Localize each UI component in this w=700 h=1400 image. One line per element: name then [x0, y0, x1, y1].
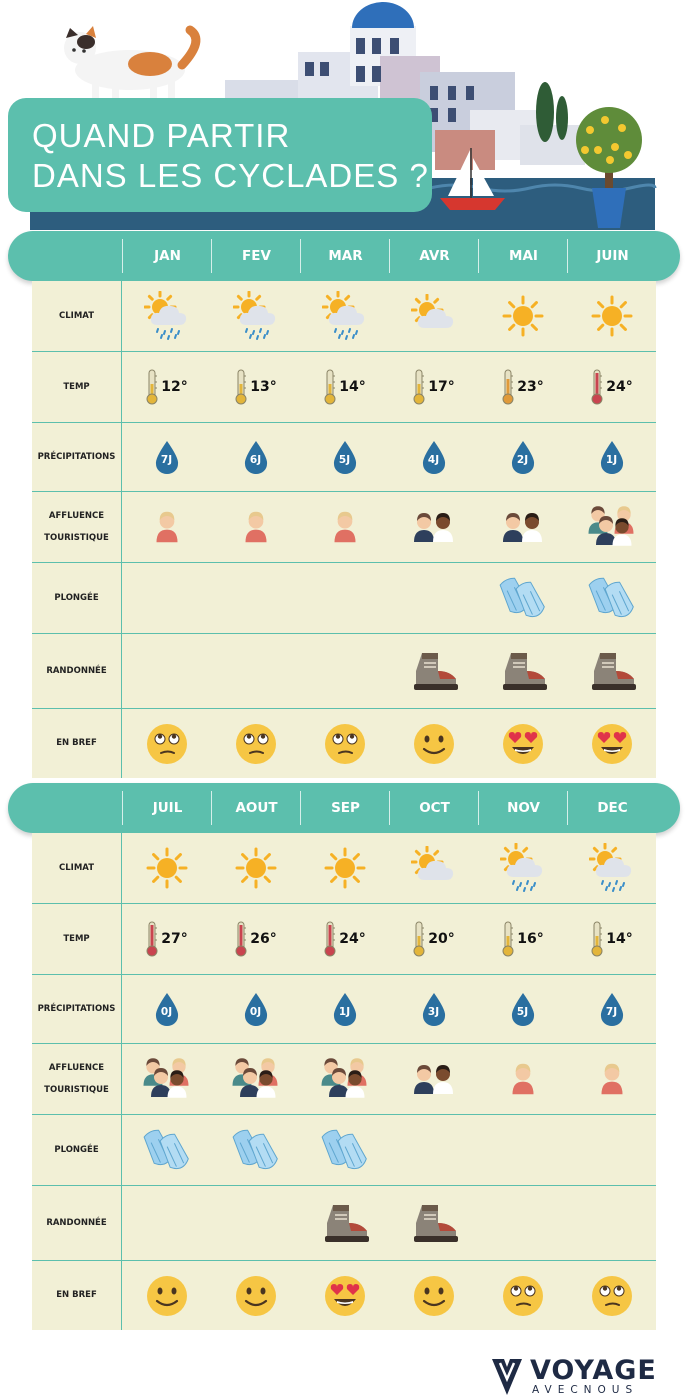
month-label: JUIL: [122, 791, 212, 825]
cell-affluence: [122, 492, 211, 562]
cell-rando: [389, 1186, 478, 1260]
row-label-part: AFFLUENCE: [48, 510, 105, 521]
hiking-boot-icon: [408, 649, 460, 693]
thermometer-icon: [234, 920, 248, 958]
month-label: MAR: [300, 239, 390, 273]
cell-plongee: [122, 1115, 211, 1185]
raindrop-icon: [421, 440, 447, 474]
cell-bref: [122, 709, 211, 778]
month-label: JUIN: [567, 239, 657, 273]
cell-rando: [567, 634, 656, 708]
climate-grid: [32, 833, 656, 1330]
cell-temp: [211, 352, 300, 422]
climate-grid: [32, 281, 656, 778]
cell-affluence: [300, 492, 389, 562]
cell-rando: [122, 1186, 211, 1260]
logo-mark-icon: [490, 1357, 524, 1397]
eye-roll-face-icon: [501, 1274, 545, 1318]
cell-temp: [567, 352, 656, 422]
sun-cloud-icon: [411, 294, 457, 338]
cell-bref: [478, 709, 567, 778]
thermometer-icon: [501, 920, 515, 958]
diving-fins-icon: [230, 1126, 282, 1174]
cell-precip: [567, 975, 656, 1043]
hiking-boot-icon: [408, 1201, 460, 1245]
cell-precip: [122, 423, 211, 491]
heart-eyes-face-icon: [501, 722, 545, 766]
smiling-face-icon: [145, 1274, 189, 1318]
cell-plongee: [389, 1115, 478, 1185]
cell-temp: [122, 352, 211, 422]
row-bref: [32, 1261, 656, 1330]
month-label: NOV: [478, 791, 568, 825]
heart-eyes-face-icon: [323, 1274, 367, 1318]
sun-icon: [501, 294, 545, 338]
cell-climat: [478, 281, 567, 351]
temperature: [234, 920, 276, 958]
cell-temp: [211, 904, 300, 974]
row-plongee: [32, 563, 656, 634]
rain-days-value: 5J: [516, 1006, 529, 1018]
row-label-part: TOURISTIQUE: [44, 532, 109, 543]
cell-rando: [211, 634, 300, 708]
title-line-1: QUAND PARTIR: [32, 117, 291, 154]
temperature: [501, 920, 543, 958]
month-label: AVR: [389, 239, 479, 273]
cell-affluence: [389, 1044, 478, 1114]
cell-precip: [122, 975, 211, 1043]
rain-days-value: 4J: [427, 454, 440, 466]
thermometer-icon: [323, 368, 337, 406]
raindrop-icon: [154, 992, 180, 1026]
cell-affluence: [567, 1044, 656, 1114]
cell-plongee: [478, 563, 567, 633]
cell-affluence: [300, 1044, 389, 1114]
row-label: TEMP: [32, 352, 122, 422]
tourist-crowd-icon: [141, 1056, 193, 1102]
row-label: TEMP: [32, 904, 122, 974]
rain-days-value: 0J: [249, 1006, 262, 1018]
cell-rando: [300, 634, 389, 708]
diving-fins-icon: [141, 1126, 193, 1174]
raindrop-icon: [243, 440, 269, 474]
tourist-single-icon: [323, 507, 367, 547]
temperature: [412, 920, 454, 958]
cell-bref: [478, 1261, 567, 1330]
thermometer-icon: [234, 368, 248, 406]
temperature-value: 14°: [606, 931, 633, 947]
raindrop-icon: [599, 440, 625, 474]
title-box: [8, 98, 432, 212]
cell-affluence: [211, 492, 300, 562]
smiling-face-icon: [234, 1274, 278, 1318]
row-rando: [32, 1186, 656, 1261]
cell-temp: [300, 904, 389, 974]
eye-roll-face-icon: [590, 1274, 634, 1318]
cell-temp: [122, 904, 211, 974]
eye-roll-face-icon: [145, 722, 189, 766]
cat-illustration: [64, 26, 196, 102]
cell-affluence: [211, 1044, 300, 1114]
rain-days-value: 7J: [605, 1006, 618, 1018]
temperature-value: 16°: [517, 931, 544, 947]
hiking-boot-icon: [497, 649, 549, 693]
sun-cloud-icon: [411, 846, 457, 890]
row-rando: [32, 634, 656, 709]
cell-plongee: [567, 563, 656, 633]
hiking-boot-icon: [586, 649, 638, 693]
row-temp: [32, 904, 656, 975]
raindrop-icon: [510, 992, 536, 1026]
row-bref: [32, 709, 656, 778]
row-affluence: [32, 1044, 656, 1115]
cell-affluence: [478, 492, 567, 562]
logo-word: VOYAGE: [530, 1355, 657, 1386]
row-temp: [32, 352, 656, 423]
rain-days-value: 0J: [160, 1006, 173, 1018]
cell-rando: [478, 1186, 567, 1260]
thermometer-icon: [590, 368, 604, 406]
cell-plongee: [122, 563, 211, 633]
cell-affluence: [389, 492, 478, 562]
cell-precip: [300, 975, 389, 1043]
raindrop-icon: [332, 992, 358, 1026]
temperature-value: 27°: [161, 931, 188, 947]
header-illustration: [0, 0, 700, 235]
rain-days-value: 2J: [516, 454, 529, 466]
thermometer-icon: [145, 368, 159, 406]
cell-rando: [122, 634, 211, 708]
cell-plongee: [211, 1115, 300, 1185]
month-label: OCT: [389, 791, 479, 825]
rain-days-value: 5J: [338, 454, 351, 466]
cell-temp: [478, 352, 567, 422]
thermometer-icon: [145, 920, 159, 958]
tourist-single-icon: [234, 507, 278, 547]
eye-roll-face-icon: [234, 722, 278, 766]
temperature: [145, 368, 187, 406]
cell-plongee: [389, 563, 478, 633]
cell-bref: [300, 709, 389, 778]
temperature-value: 12°: [161, 379, 188, 395]
row-plongee: [32, 1115, 656, 1186]
cell-rando: [389, 634, 478, 708]
cell-rando: [478, 634, 567, 708]
hiking-boot-icon: [319, 1201, 371, 1245]
temperature: [323, 368, 365, 406]
temperature-value: 24°: [606, 379, 633, 395]
temperature: [145, 920, 187, 958]
cell-bref: [567, 1261, 656, 1330]
month-header-bar: [8, 231, 680, 281]
sun-icon: [145, 846, 189, 890]
cell-plongee: [300, 1115, 389, 1185]
sun-cloud-rain-icon: [144, 291, 190, 341]
diving-fins-icon: [319, 1126, 371, 1174]
cell-climat: [389, 281, 478, 351]
diving-fins-icon: [497, 574, 549, 622]
sun-icon: [234, 846, 278, 890]
month-label: SEP: [300, 791, 390, 825]
row-label: RANDONNÉE: [32, 1186, 122, 1260]
cell-precip: [389, 423, 478, 491]
temperature: [234, 368, 276, 406]
tourist-single-icon: [590, 1059, 634, 1099]
row-label: [32, 1044, 122, 1114]
row-label-part: TOURISTIQUE: [44, 1084, 109, 1095]
cell-bref: [211, 709, 300, 778]
voyage-avecnous-logo: [490, 1355, 670, 1397]
temperature-value: 17°: [428, 379, 455, 395]
blue-dome: [352, 2, 414, 28]
temperature-value: 24°: [339, 931, 366, 947]
thermometer-icon: [412, 368, 426, 406]
tourist-pair-icon: [410, 506, 458, 548]
cell-temp: [389, 904, 478, 974]
temperature-value: 14°: [339, 379, 366, 395]
row-precip: [32, 975, 656, 1044]
cell-bref: [389, 709, 478, 778]
tourist-crowd-icon: [319, 1056, 371, 1102]
row-label: EN BREF: [32, 709, 122, 778]
row-label: PRÉCIPITATIONS: [32, 975, 122, 1043]
raindrop-icon: [243, 992, 269, 1026]
raindrop-icon: [154, 440, 180, 474]
cell-precip: [478, 423, 567, 491]
row-climat: [32, 281, 656, 352]
smiling-face-icon: [412, 722, 456, 766]
month-label: FEV: [211, 239, 301, 273]
cell-climat: [567, 833, 656, 903]
cell-climat: [122, 833, 211, 903]
cell-rando: [300, 1186, 389, 1260]
cell-precip: [211, 975, 300, 1043]
cell-affluence: [122, 1044, 211, 1114]
cell-bref: [122, 1261, 211, 1330]
cell-temp: [389, 352, 478, 422]
temperature: [412, 368, 454, 406]
temperature: [323, 920, 365, 958]
cell-climat: [478, 833, 567, 903]
cell-plongee: [478, 1115, 567, 1185]
sun-cloud-rain-icon: [500, 843, 546, 893]
row-label: EN BREF: [32, 1261, 122, 1330]
tourist-pair-icon: [499, 506, 547, 548]
cell-precip: [567, 423, 656, 491]
cell-climat: [300, 281, 389, 351]
temperature: [590, 368, 632, 406]
cell-climat: [300, 833, 389, 903]
cell-bref: [389, 1261, 478, 1330]
cell-climat: [122, 281, 211, 351]
tourist-single-icon: [145, 507, 189, 547]
smiling-face-icon: [412, 1274, 456, 1318]
temperature: [501, 368, 543, 406]
row-label: CLIMAT: [32, 833, 122, 903]
diving-fins-icon: [586, 574, 638, 622]
cell-precip: [300, 423, 389, 491]
month-label: JAN: [122, 239, 212, 273]
raindrop-icon: [599, 992, 625, 1026]
row-label: RANDONNÉE: [32, 634, 122, 708]
sailboat: [440, 198, 505, 210]
heart-eyes-face-icon: [590, 722, 634, 766]
rain-days-value: 1J: [605, 454, 618, 466]
month-label: MAI: [478, 239, 568, 273]
cell-precip: [211, 423, 300, 491]
cell-rando: [211, 1186, 300, 1260]
rain-days-value: 6J: [249, 454, 262, 466]
row-label: PRÉCIPITATIONS: [32, 423, 122, 491]
tourist-pair-icon: [410, 1058, 458, 1100]
cell-affluence: [478, 1044, 567, 1114]
eye-roll-face-icon: [323, 722, 367, 766]
cell-temp: [300, 352, 389, 422]
tourist-crowd-icon: [586, 504, 638, 550]
temperature: [590, 920, 632, 958]
sun-cloud-rain-icon: [322, 291, 368, 341]
thermometer-icon: [501, 368, 515, 406]
rain-days-value: 3J: [427, 1006, 440, 1018]
row-label: PLONGÉE: [32, 1115, 122, 1185]
tourist-single-icon: [501, 1059, 545, 1099]
thermometer-icon: [590, 920, 604, 958]
cell-climat: [389, 833, 478, 903]
cell-climat: [211, 281, 300, 351]
sun-cloud-rain-icon: [233, 291, 279, 341]
tourist-crowd-icon: [230, 1056, 282, 1102]
raindrop-icon: [421, 992, 447, 1026]
temperature-value: 23°: [517, 379, 544, 395]
rain-days-value: 7J: [160, 454, 173, 466]
logo-subword: AVECNOUS: [532, 1384, 639, 1396]
rain-days-value: 1J: [338, 1006, 351, 1018]
cell-bref: [567, 709, 656, 778]
temperature-value: 26°: [250, 931, 277, 947]
cell-plongee: [300, 563, 389, 633]
cell-plongee: [211, 563, 300, 633]
cell-bref: [211, 1261, 300, 1330]
cell-bref: [300, 1261, 389, 1330]
row-precip: [32, 423, 656, 492]
cell-climat: [567, 281, 656, 351]
row-affluence: [32, 492, 656, 563]
sun-cloud-rain-icon: [589, 843, 635, 893]
month-label: DEC: [567, 791, 657, 825]
raindrop-icon: [332, 440, 358, 474]
cell-affluence: [567, 492, 656, 562]
raindrop-icon: [510, 440, 536, 474]
row-climat: [32, 833, 656, 904]
row-label: [32, 492, 122, 562]
temperature-value: 13°: [250, 379, 277, 395]
sun-icon: [590, 294, 634, 338]
cell-precip: [478, 975, 567, 1043]
cell-temp: [478, 904, 567, 974]
month-header-bar: [8, 783, 680, 833]
thermometer-icon: [323, 920, 337, 958]
title-line-2: DANS LES CYCLADES ?: [32, 157, 429, 194]
cell-rando: [567, 1186, 656, 1260]
temperature-value: 20°: [428, 931, 455, 947]
cell-precip: [389, 975, 478, 1043]
thermometer-icon: [412, 920, 426, 958]
cell-climat: [211, 833, 300, 903]
month-label: AOUT: [211, 791, 301, 825]
row-label-part: AFFLUENCE: [48, 1062, 105, 1073]
row-label: PLONGÉE: [32, 563, 122, 633]
cell-temp: [567, 904, 656, 974]
cell-plongee: [567, 1115, 656, 1185]
row-label: CLIMAT: [32, 281, 122, 351]
sun-icon: [323, 846, 367, 890]
